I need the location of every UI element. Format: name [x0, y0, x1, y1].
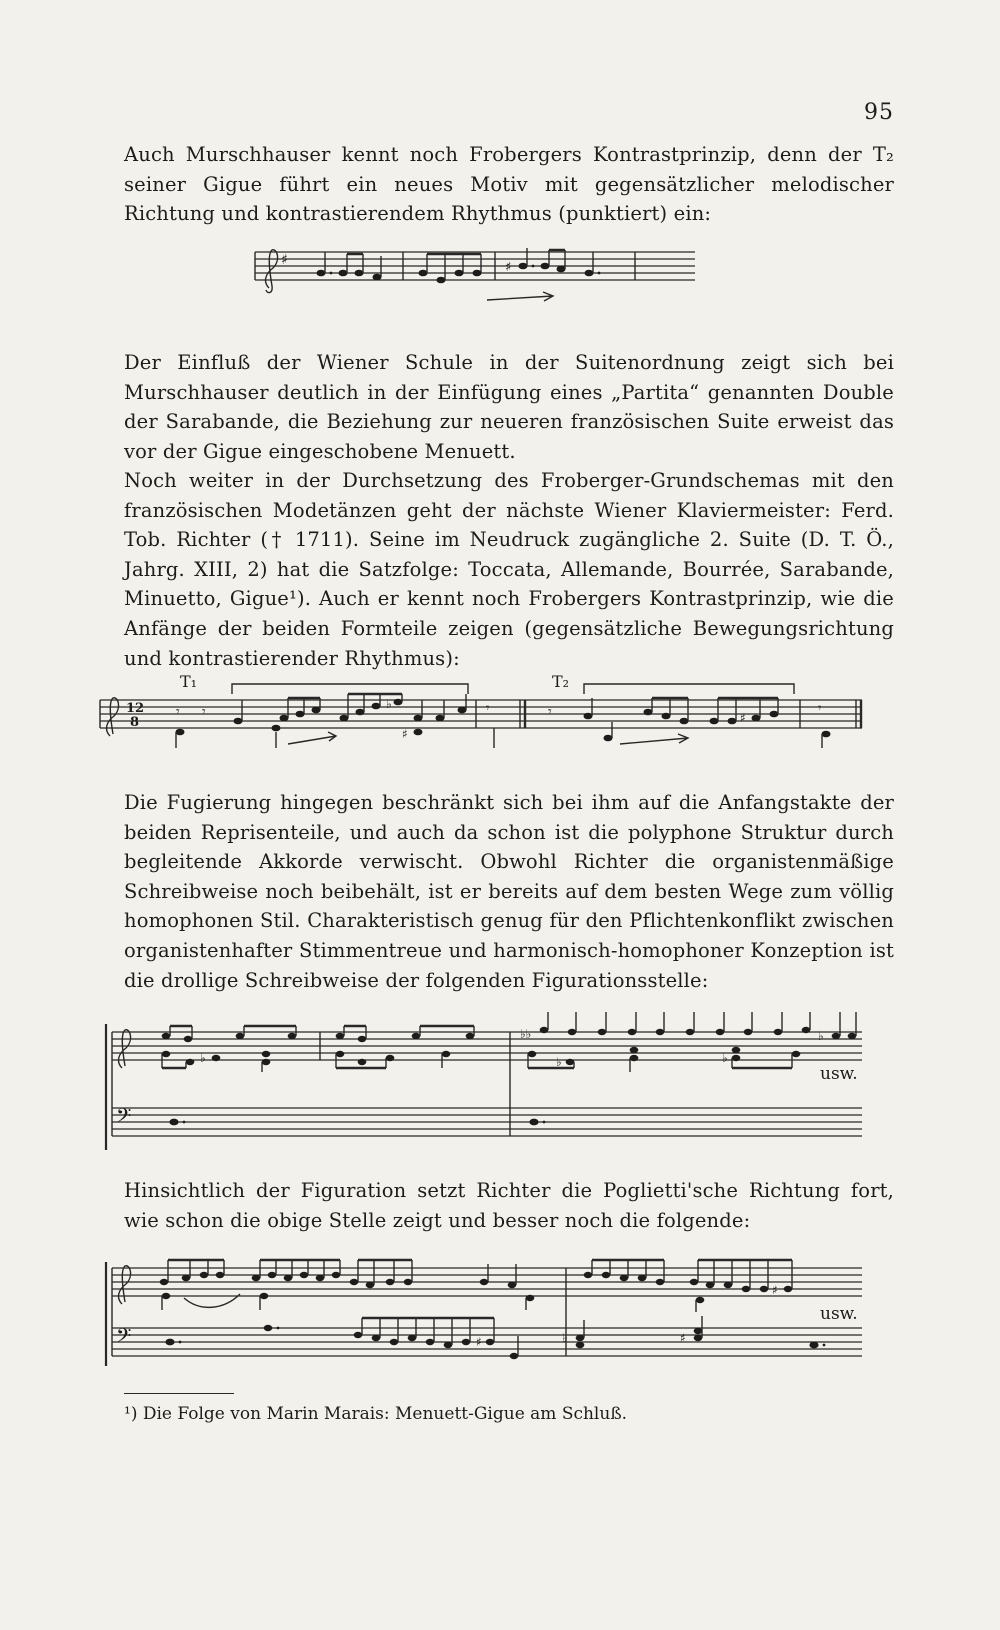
- staff-lines: [100, 700, 862, 728]
- svg-text:♭: ♭: [562, 1331, 568, 1345]
- svg-text:♭: ♭: [818, 1029, 824, 1043]
- footnote: ¹) Die Folge von Marin Marais: Menuett-Gigue am Schluß.: [124, 1404, 628, 1424]
- svg-text:♭: ♭: [556, 1055, 562, 1069]
- paragraph-4: Die Fugierung hingegen beschränkt sich bei ihm auf die Anfangstakte der beiden Reprisenteile, und auch da schon ist die polyphone Struktur durch begleitende Akkorde verwischt. Obwohl Richter die organistenmäßige Schreibweise noch beibehält, ist er bereits auf dem besten Wege zum völlig homophonen Stil. Charakteristisch genug für den Pflichtenkonflikt zwischen organistenhafter Stimmentreue und harmonisch-homophoner Konzeption ist die drollige Schreibweise der folgenden Figurationsstelle:: [124, 791, 894, 992]
- svg-text:♯: ♯: [476, 1335, 482, 1349]
- notes-bar-2: [505, 248, 635, 280]
- treble-clef-icon: [266, 250, 278, 293]
- direction-arrow: [487, 292, 553, 301]
- bass-clef-icon: 𝄢: [116, 1324, 132, 1352]
- usw-label-2: usw.: [820, 1304, 858, 1324]
- svg-text:𝄾: 𝄾: [548, 704, 552, 720]
- paragraph-3: Noch weiter in der Durchsetzung des Froberger-Grundschemas mit den französischen Modetänzen geht der nächste Wiener Klaviermeister: Ferd. Tob. Richter († 1711). Seine im Neudruck zugängliche 2. Suite (D. T. Ö., Jahrg. XIII, 2) hat die Satzfolge: Toccata, Allemande, Bourrée, Sarabande, Minuetto, Gigue¹). Auch er kennt noch Frobergers Kontrastprinzip, wie die Anfänge der beiden Formteile zeigen (gegensätzliche Bewegungsrichtung und kontrastierender Rhythmus):: [124, 469, 894, 670]
- label-t1: T₁: [180, 672, 198, 691]
- label-t2: T₂: [552, 672, 570, 691]
- svg-text:♯: ♯: [740, 711, 746, 725]
- bass-staff-lines: [112, 1108, 862, 1136]
- svg-text:𝄾: 𝄾: [202, 704, 206, 720]
- footnote-rule: [124, 1393, 234, 1394]
- svg-text:𝄾: 𝄾: [818, 701, 822, 716]
- svg-text:♯: ♯: [772, 1283, 778, 1297]
- treble-clef-icon: [107, 698, 119, 736]
- treble-staff-lines: [112, 1032, 862, 1060]
- time-signature-bottom: 8: [130, 715, 140, 730]
- music-example-4: [100, 1254, 880, 1374]
- bass-clef-icon: 𝄢: [116, 1104, 132, 1132]
- svg-text:♭: ♭: [386, 697, 392, 711]
- svg-text:♭: ♭: [722, 1051, 728, 1065]
- music-example-2: [100, 672, 900, 752]
- svg-text:♯: ♯: [505, 260, 512, 275]
- notes-t2: [548, 698, 861, 748]
- usw-label-1: usw.: [820, 1064, 858, 1084]
- svg-text:♭: ♭: [200, 1051, 206, 1065]
- sharp-sign: ♯: [281, 252, 288, 268]
- page-number: 95: [864, 100, 894, 125]
- notes-bar-1: [317, 252, 496, 283]
- svg-text:𝄾: 𝄾: [486, 701, 490, 716]
- music-example-1: [255, 244, 705, 314]
- treble-clef-icon: [119, 1030, 131, 1068]
- paragraph-5: Hinsichtlich der Figuration setzt Richter die Poglietti'sche Richtung fort, wie schon die obige Stelle zeigt und besser noch die folgende:: [124, 1179, 894, 1232]
- svg-text:♯: ♯: [680, 1331, 686, 1345]
- treble-clef-icon: [119, 1266, 131, 1304]
- svg-text:♭♭: ♭♭: [520, 1027, 532, 1041]
- notes-bar-2: [336, 1026, 510, 1136]
- paragraph-1: Auch Murschhauser kennt noch Frobergers Kontrastprinzip, denn der T₂ seiner Gigue führt ein neues Motiv mit gegensätzlicher melodischer Richtung und kontrastierendem Rhythmus (punktiert) ein:: [124, 143, 894, 226]
- notes-bar-1: [162, 1026, 320, 1125]
- paragraph-2: Der Einfluß der Wiener Schule in der Suitenordnung zeigt sich bei Murschhauser deutlich in der Einfügung eines „Partita“ genannten Double der Sarabande, die Beziehung zur neueren französischen Suite erweist das vor der Gigue eingeschobene Menuett.: [124, 351, 894, 463]
- time-signature-top: 12: [126, 701, 145, 716]
- svg-text:𝄾: 𝄾: [176, 704, 180, 720]
- svg-text:♯: ♯: [402, 727, 408, 741]
- music-example-3: [100, 1010, 880, 1158]
